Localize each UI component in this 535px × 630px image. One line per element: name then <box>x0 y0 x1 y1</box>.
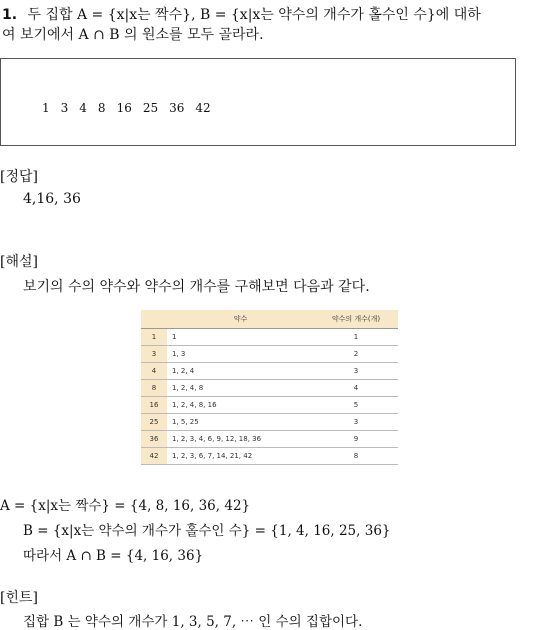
table-cell-count: 8 <box>314 448 398 465</box>
table-cell-count: 2 <box>314 346 398 363</box>
table-cell-number: 42 <box>141 448 167 465</box>
set-a-line: A = {x|x는 짝수} = {4, 8, 16, 36, 42} <box>0 498 251 514</box>
choices-list <box>42 101 222 115</box>
question-text-1: 두 집합 A = {x|x는 짝수}, B = {x|x는 약수의 개수가 홀수인 수}에 대하 <box>27 7 481 23</box>
table-row <box>141 414 398 431</box>
table-cell-number: 1 <box>141 329 167 346</box>
table-cell-number: 16 <box>141 397 167 414</box>
choice-item: 4 <box>79 101 87 115</box>
table-row <box>141 431 398 448</box>
answer-value: 4,16, 36 <box>23 191 81 207</box>
choice-item: 36 <box>169 101 185 115</box>
table-cell-number: 36 <box>141 431 167 448</box>
table-row <box>141 397 398 414</box>
choice-item: 1 <box>42 101 50 115</box>
table-row <box>141 329 398 346</box>
choice-item: 8 <box>97 101 106 115</box>
explanation-label: [해설] <box>0 254 38 270</box>
table-cell-divisors: 1, 2, 3, 4, 6, 9, 12, 18, 36 <box>167 431 314 448</box>
choice-item: 3 <box>60 101 69 115</box>
hint-text: 집합 B 는 약수의 개수가 1, 3, 5, 7, ⋯ 인 수의 집합이다. <box>23 614 363 630</box>
question-line-2: 여 보기에서 A ∩ B 의 원소를 모두 골라라. <box>2 27 264 43</box>
table-cell-divisors: 1 <box>167 329 314 346</box>
set-b-line: B = {x|x는 약수의 개수가 홀수인 수} = {1, 4, 16, 25, 36} <box>23 523 391 539</box>
table-cell-divisors: 1, 2, 4, 8 <box>167 380 314 397</box>
choice-item: 16 <box>116 101 132 115</box>
table-cell-count: 4 <box>314 380 398 397</box>
table-header-count: 약수의 개수(개) <box>314 310 398 329</box>
table-cell-divisors: 1, 3 <box>167 346 314 363</box>
hint-label: [힌트] <box>0 590 38 606</box>
answer-label: [정답] <box>0 169 38 185</box>
table-row <box>141 346 398 363</box>
table-cell-number: 3 <box>141 346 167 363</box>
table-cell-divisors: 1, 2, 3, 6, 7, 14, 21, 42 <box>167 448 314 465</box>
table-cell-divisors: 1, 2, 4 <box>167 363 314 380</box>
table-cell-count: 3 <box>314 414 398 431</box>
table-cell-number: 8 <box>141 380 167 397</box>
choice-item: 25 <box>142 101 159 115</box>
divisor-table <box>141 310 398 465</box>
table-cell-divisors: 1, 2, 4, 8, 16 <box>167 397 314 414</box>
table-header-num <box>141 310 167 329</box>
conclusion-line: 따라서 A ∩ B = {4, 16, 36} <box>23 548 204 564</box>
question-line-1 <box>2 4 481 24</box>
table-cell-divisors: 1, 5, 25 <box>167 414 314 431</box>
table-header-divisors: 약수 <box>167 310 314 329</box>
table-cell-count: 3 <box>314 363 398 380</box>
table-cell-number: 25 <box>141 414 167 431</box>
question-number: 1. <box>2 7 18 23</box>
table-row <box>141 448 398 465</box>
table-header-row <box>141 310 398 329</box>
table-cell-count: 1 <box>314 329 398 346</box>
table-row <box>141 363 398 380</box>
explanation-intro: 보기의 수의 약수와 약수의 개수를 구해보면 다음과 같다. <box>23 279 370 295</box>
table-row <box>141 380 398 397</box>
table-cell-count: 9 <box>314 431 398 448</box>
choice-item: 42 <box>195 101 211 115</box>
table-cell-count: 5 <box>314 397 398 414</box>
table-cell-number: 4 <box>141 363 167 380</box>
